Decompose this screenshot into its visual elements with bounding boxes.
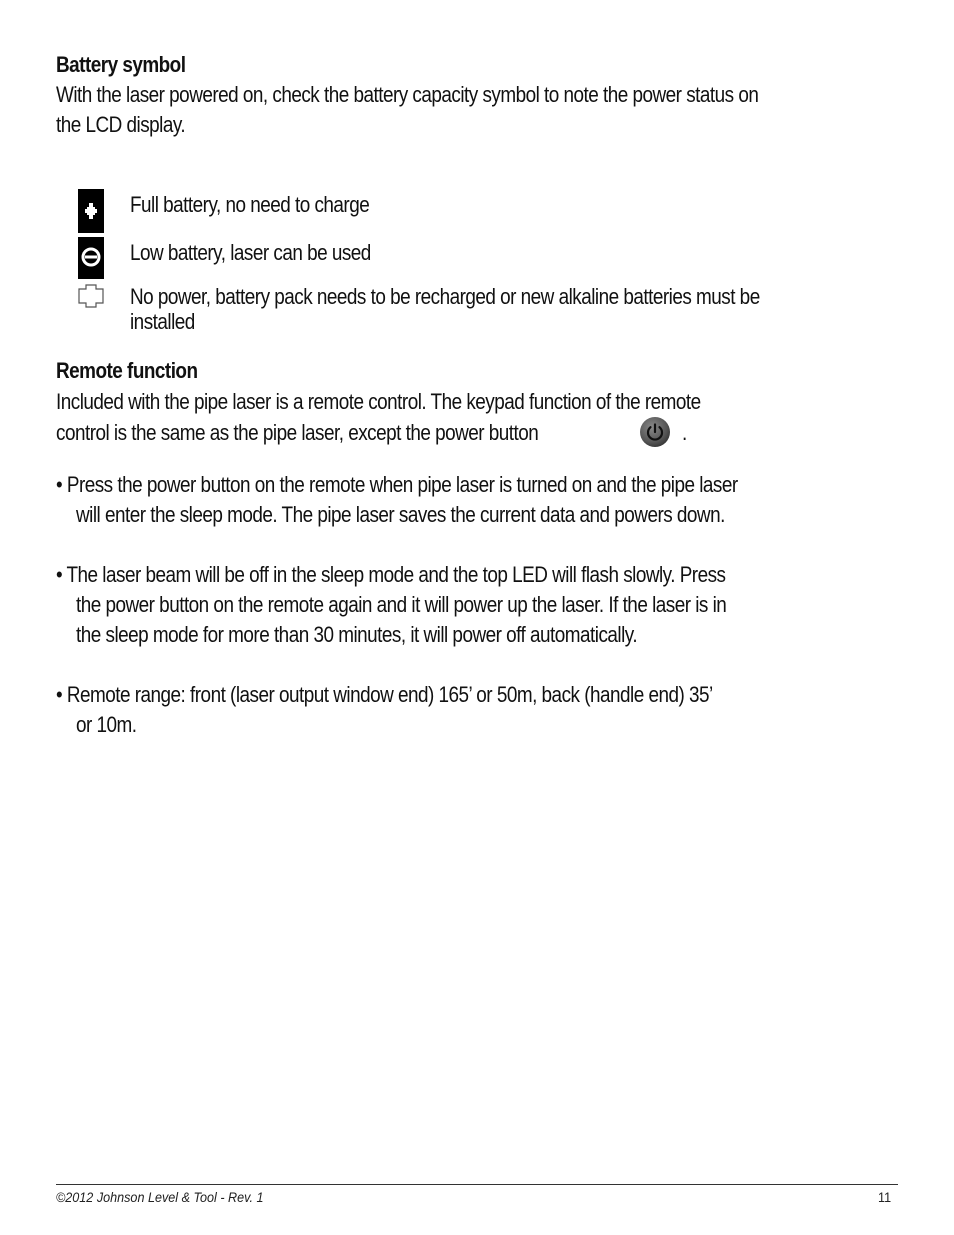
battery-section-heading: Battery symbol [56,52,186,77]
battery-intro-line-1: With the laser powered on, check the battery capacity symbol to note the power status on [56,82,759,107]
empty-battery-label-line-2: installed [130,309,195,334]
battery-intro-line-2: the LCD display. [56,112,186,137]
low-battery-icon [77,236,105,280]
remote-intro-line-1: Included with the pipe laser is a remote control. The keypad function of the remote [56,389,701,414]
full-battery-icon [77,188,105,234]
footer-copyright: ©2012 Johnson Level & Tool - Rev. 1 [56,1189,264,1205]
bullet-3-line-2: or 10m. [76,712,137,737]
footer-divider [56,1184,898,1185]
full-battery-label: Full battery, no need to charge [130,192,370,217]
power-button-icon [639,416,671,448]
bullet-2-line-3: the sleep mode for more than 30 minutes, it will power off automatically. [76,622,638,647]
bullet-1-line-2: will enter the sleep mode. The pipe laser saves the current data and powers down. [76,502,725,527]
remote-intro-line-2: control is the same as the pipe laser, except the power button [56,420,539,445]
page-number: 11 [878,1189,892,1205]
remote-intro-period: . [682,420,687,445]
bullet-1-line-1: • Press the power button on the remote when pipe laser is turned on and the pipe laser [56,472,738,497]
empty-battery-icon [77,284,105,308]
bullet-2-line-1: • The laser beam will be off in the sleep mode and the top LED will flash slowly. Press [56,562,726,587]
empty-battery-label-line-1: No power, battery pack needs to be recharged or new alkaline batteries must be [130,284,760,309]
remote-section-heading: Remote function [56,358,198,383]
bullet-3-line-1: • Remote range: front (laser output window end) 165’ or 50m, back (handle end) 35’ [56,682,713,707]
low-battery-label: Low battery, laser can be used [130,240,371,265]
bullet-2-line-2: the power button on the remote again and it will power up the laser. If the laser is in [76,592,727,617]
